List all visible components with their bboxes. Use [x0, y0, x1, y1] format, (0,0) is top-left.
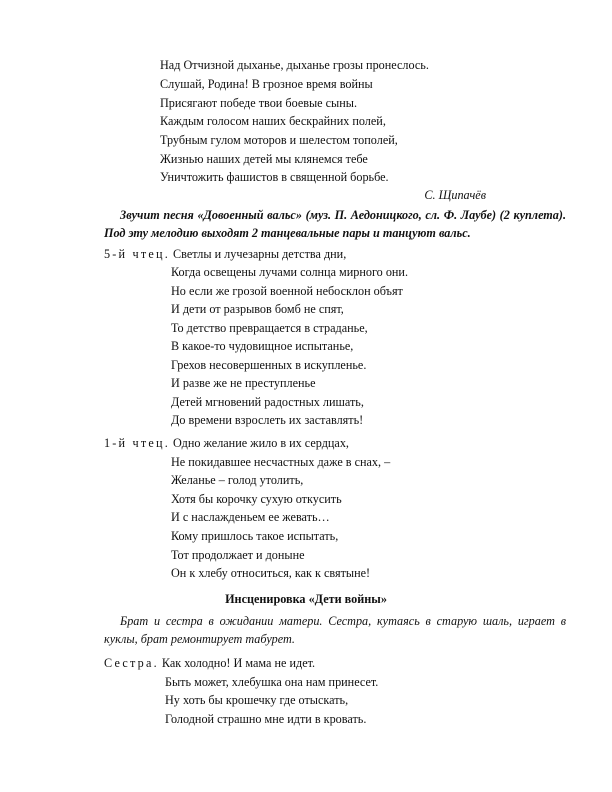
verse-line: Ну хоть бы крошечку где отыскать,	[165, 693, 349, 707]
verse-line: Грехов несовершенных в искупленье.	[171, 358, 367, 372]
speaker-label: 1-й чтец.	[104, 436, 170, 450]
verse-line: Как холодно! И мама не идет.	[161, 656, 316, 670]
poem-line: Слушай, Родина! В грозное время войны	[160, 77, 373, 91]
poem-author: С. Щипачёв	[424, 188, 486, 202]
verse-line: То детство превращается в страданье,	[171, 321, 368, 335]
reader5-first-line	[104, 247, 346, 262]
verse-line: Хотя бы корочку сухую откусить	[171, 492, 342, 506]
verse-line: Светлы и лучезарны детства дни,	[173, 247, 347, 261]
poem-line: Каждым голосом наших бескрайних полей,	[160, 114, 386, 128]
verse-line: Кому пришлось такое испытать,	[171, 529, 339, 543]
staging-title: Инсценировка «Дети войны»	[225, 592, 387, 606]
poem-line: Трубным гулом моторов и шелестом тополей,	[160, 133, 398, 147]
verse-line: Не покидавшее несчастных даже в снах, –	[171, 455, 391, 469]
verse-line: И с наслажденьем ее жевать…	[171, 510, 330, 524]
verse-line: Тот продолжает и доныне	[171, 548, 305, 562]
verse-line: Быть может, хлебушка она нам принесет.	[165, 675, 379, 689]
stage-direction-siblings: Брат и сестра в ожидании матери. Сестра, кутаясь в старую шаль, играет в куклы, брат ремонтирует табурет.	[104, 614, 566, 646]
verse-line: Желанье – голод утолить,	[171, 473, 304, 487]
speaker-label: 5-й чтец.	[104, 247, 170, 261]
reader1-first-line	[104, 436, 349, 451]
verse-line: До времени взрослеть их заставлять!	[171, 413, 364, 427]
speaker-label: Сестра.	[104, 656, 159, 670]
verse-line: Голодной страшно мне идти в кровать.	[165, 712, 367, 726]
verse-line: В какое-то чудовищное испытанье,	[171, 339, 354, 353]
verse-line: И разве же не преступленье	[171, 376, 316, 390]
verse-line: И дети от разрывов бомб не спят,	[171, 302, 344, 316]
poem-line: Над Отчизной дыханье, дыханье грозы пронеслось.	[160, 58, 429, 72]
verse-line: Но если же грозой военной небосклон объят	[171, 284, 403, 298]
poem-line: Присягают победе твои боевые сыны.	[160, 96, 357, 110]
verse-line: Детей мгновений радостных лишать,	[171, 395, 364, 409]
poem-line: Уничтожить фашистов в священной борьбе.	[160, 170, 389, 184]
poem-line: Жизнью наших детей мы клянемся тебе	[160, 152, 368, 166]
verse-line: Когда освещены лучами солнца мирного они.	[171, 265, 409, 279]
stage-direction-waltz: Звучит песня «Довоенный вальс» (муз. П. Аедоницкого, сл. Ф. Лаубе) (2 куплета). Под эту мелодию выходят 2 танцевальные пары и танцуют вальс.	[104, 208, 566, 240]
verse-line: Он к хлебу относиться, как к святыне!	[171, 566, 371, 580]
verse-line: Одно желание жило в их сердцах,	[173, 436, 349, 450]
sister-first-line	[104, 656, 315, 671]
